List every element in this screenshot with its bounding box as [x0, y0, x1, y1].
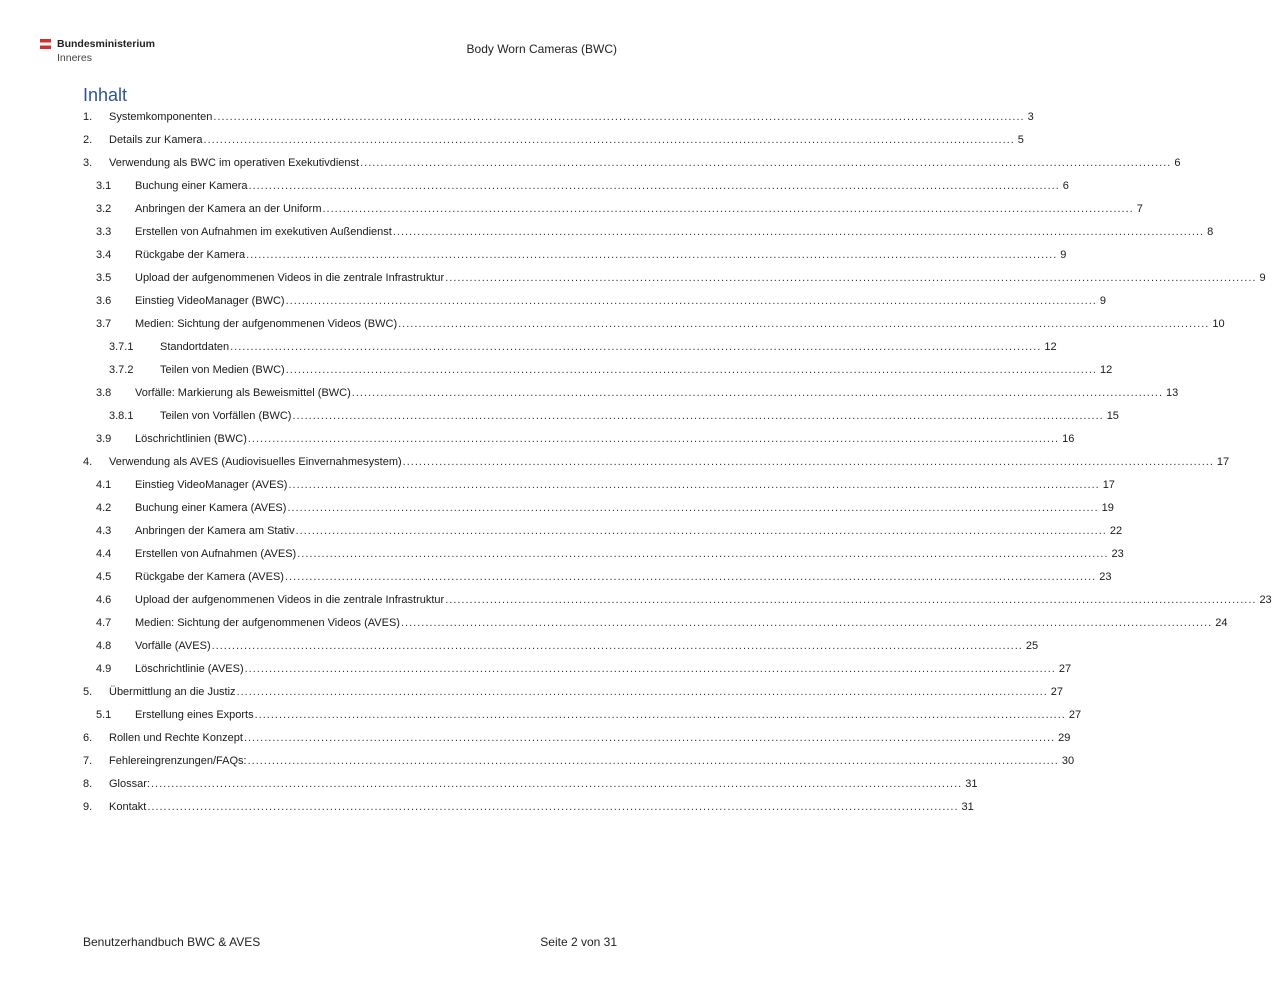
- toc-entry-line: [135, 593, 1272, 606]
- document-header-title: Body Worn Cameras (BWC): [466, 42, 617, 56]
- toc-entry-title: Buchung einer Kamera (AVES): [135, 501, 287, 514]
- toc-entry-line: [109, 800, 974, 813]
- toc-entry-line: [135, 225, 1214, 238]
- toc-entry[interactable]: [0, 427, 1075, 450]
- toc-entry[interactable]: [0, 381, 1179, 404]
- toc-dot-leader: ........................................................................................................................................................................................................: [285, 294, 1097, 307]
- footer-document-name: Benutzerhandbuch BWC & AVES: [83, 935, 261, 949]
- toc-entry-title: Standortdaten: [160, 340, 230, 353]
- toc-entry-title: Buchung einer Kamera: [135, 179, 248, 192]
- toc-entry[interactable]: [0, 220, 1214, 243]
- toc-entry[interactable]: [0, 105, 1034, 128]
- toc-entry-page: 6: [1062, 179, 1069, 192]
- toc-entry-line: [135, 317, 1225, 330]
- toc-dot-leader: ........................................................................................................................................................................................................: [445, 593, 1257, 606]
- toc-entry[interactable]: [0, 634, 1039, 657]
- toc-entry-page: 23: [1111, 547, 1124, 560]
- toc-entry-page: 24: [1215, 616, 1228, 629]
- toc-entry-line: [109, 110, 1034, 123]
- toc-entry-number: 1.: [83, 110, 93, 123]
- toc-entry-page: 23: [1099, 570, 1112, 583]
- toc-entry-title: Verwendung als AVES (Audiovisuelles Einvernahmesystem): [109, 455, 402, 468]
- toc-entry-number: 8.: [83, 777, 93, 790]
- toc-entry-number: 5.: [83, 685, 93, 698]
- logo-ministry-name: Bundesministerium: [57, 38, 156, 50]
- toc-entry-title: Löschrichtlinie (AVES): [135, 662, 244, 675]
- toc-entry-page: 6: [1174, 156, 1181, 169]
- toc-entry-page: 29: [1058, 731, 1071, 744]
- toc-entry[interactable]: [0, 496, 1114, 519]
- toc-entry-number: 4.7: [96, 616, 112, 629]
- toc-entry[interactable]: [0, 749, 1075, 772]
- toc-entry-title: Anbringen der Kamera an der Uniform: [135, 202, 322, 215]
- toc-entry-title: Medien: Sichtung der aufgenommenen Videos (AVES): [135, 616, 400, 629]
- toc-entry[interactable]: [0, 289, 1106, 312]
- toc-entry-number: 3.7.1: [109, 340, 134, 353]
- toc-entry[interactable]: [0, 358, 1113, 381]
- toc-dot-leader: ........................................................................................................................................................................................................: [287, 501, 1099, 514]
- toc-entry-title: Rückgabe der Kamera: [135, 248, 246, 261]
- toc-entry-number: 3.2: [96, 202, 112, 215]
- toc-dot-leader: ........................................................................................................................................................................................................: [402, 455, 1214, 468]
- toc-entry-page: 27: [1068, 708, 1082, 721]
- toc-entry-title: Rollen und Rechte Konzept: [109, 731, 243, 744]
- toc-entry-number: 3.3: [96, 225, 112, 238]
- toc-dot-leader: ........................................................................................................................................................................................................: [445, 271, 1257, 284]
- toc-entry-page: 7: [1136, 202, 1143, 215]
- toc-entry-number: 2.: [83, 133, 93, 146]
- toc-entry-title: Erstellen von Aufnahmen (AVES): [135, 547, 297, 560]
- toc-dot-leader: ........................................................................................................................................................................................................: [322, 202, 1134, 215]
- toc-entry-number: 4.5: [96, 570, 112, 583]
- toc-entry-number: 4.4: [96, 547, 112, 560]
- toc-dot-leader: ........................................................................................................................................................................................................: [254, 708, 1066, 721]
- toc-entry-number: 4.3: [96, 524, 112, 537]
- toc-entry-title: Fehlereingrenzungen/FAQs:: [109, 754, 247, 767]
- toc-entry-number: 3.8: [96, 386, 112, 399]
- toc-entry-line: [135, 294, 1106, 307]
- toc-entry-page: 31: [965, 777, 978, 790]
- toc-dot-leader: ........................................................................................................................................................................................................: [297, 547, 1109, 560]
- toc-entry-line: [135, 570, 1112, 583]
- toc-entry-number: 5.1: [96, 708, 112, 721]
- toc-entry-line: [135, 202, 1143, 215]
- toc-entry-line: [160, 363, 1113, 376]
- toc-entry-page: 12: [1099, 363, 1113, 376]
- toc-entry-title: Einstieg VideoManager (BWC): [135, 294, 285, 307]
- toc-entry[interactable]: [0, 657, 1072, 680]
- toc-entry[interactable]: [0, 312, 1225, 335]
- toc-entry[interactable]: [0, 450, 1230, 473]
- toc-entry[interactable]: [0, 243, 1067, 266]
- toc-entry-line: [109, 455, 1230, 468]
- toc-dot-leader: ........................................................................................................................................................................................................: [400, 616, 1213, 629]
- toc-entry[interactable]: [0, 680, 1064, 703]
- toc-entry-title: Einstieg VideoManager (AVES): [135, 478, 288, 491]
- toc-entry-line: [135, 639, 1039, 652]
- toc-entry-number: 4.8: [96, 639, 112, 652]
- toc-entry[interactable]: [0, 542, 1124, 565]
- toc-entry-page: 27: [1050, 685, 1064, 698]
- toc-dot-leader: ........................................................................................................................................................................................................: [147, 800, 959, 813]
- toc-entry-title: Upload der aufgenommenen Videos in die zentrale Infrastruktur: [135, 271, 445, 284]
- toc-entry-number: 3.: [83, 156, 93, 169]
- toc-entry-number: 7.: [83, 754, 93, 767]
- toc-entry-line: [135, 616, 1228, 629]
- toc-dot-leader: ........................................................................................................................................................................................................: [398, 317, 1210, 330]
- toc-entry-page: 3: [1027, 110, 1034, 123]
- toc-entry-number: 3.8.1: [109, 409, 134, 422]
- toc-entry-page: 8: [1207, 225, 1214, 238]
- toc-entry[interactable]: [0, 335, 1057, 358]
- toc-entry-line: [135, 271, 1266, 284]
- toc-entry-page: 9: [1259, 271, 1266, 284]
- toc-dot-leader: ........................................................................................................................................................................................................: [211, 639, 1023, 652]
- toc-entry-number: 4.1: [96, 478, 112, 491]
- toc-entry-line: [109, 685, 1064, 698]
- toc-dot-leader: ........................................................................................................................................................................................................: [292, 409, 1104, 422]
- toc-entry-title: Medien: Sichtung der aufgenommenen Videos (BWC): [135, 317, 398, 330]
- toc-entry-line: [135, 524, 1123, 537]
- toc-entry[interactable]: [0, 151, 1181, 174]
- toc-dot-leader: ........................................................................................................................................................................................................: [392, 225, 1205, 238]
- toc-entry-title: Teilen von Vorfällen (BWC): [160, 409, 292, 422]
- toc-entry-page: 22: [1109, 524, 1123, 537]
- toc-entry-title: Vorfälle: Markierung als Beweismittel (BWC): [135, 386, 351, 399]
- toc-entry[interactable]: [0, 128, 1024, 151]
- toc-entry[interactable]: [0, 588, 1272, 611]
- toc-dot-leader: ........................................................................................................................................................................................................: [203, 133, 1015, 146]
- toc-entry-page: 5: [1017, 133, 1024, 146]
- toc-entry-number: 3.6: [96, 294, 112, 307]
- toc-entry-page: 10: [1212, 317, 1225, 330]
- toc-entry-line: [135, 662, 1072, 675]
- toc-entry-title: Übermittlung an die Justiz: [109, 685, 236, 698]
- toc-dot-leader: ........................................................................................................................................................................................................: [288, 478, 1100, 491]
- toc-entry-number: 3.7.2: [109, 363, 134, 376]
- toc-entry-line: [109, 754, 1075, 767]
- toc-dot-leader: ........................................................................................................................................................................................................: [213, 110, 1025, 123]
- toc-entry-title: Upload der aufgenommenen Videos in die zentrale Infrastruktur: [135, 593, 445, 606]
- toc-entry-title: Systemkomponenten: [109, 110, 213, 123]
- toc-entry-page: 23: [1259, 593, 1272, 606]
- toc-entry-number: 4.: [83, 455, 93, 468]
- footer-page-number: Seite 2 von 31: [540, 935, 617, 949]
- toc-heading: Inhalt: [83, 85, 128, 105]
- toc-entry-line: [109, 133, 1024, 146]
- toc-entry-title: Teilen von Medien (BWC): [160, 363, 285, 376]
- toc-entry-title: Erstellen von Aufnahmen im exekutiven Außendienst: [135, 225, 392, 238]
- toc-entry-page: 9: [1099, 294, 1106, 307]
- toc-entry-line: [160, 340, 1057, 353]
- toc-dot-leader: ........................................................................................................................................................................................................: [246, 248, 1058, 261]
- toc-entry-number: 9.: [83, 800, 93, 813]
- toc-entry-page: 9: [1060, 248, 1067, 261]
- toc-entry-number: 4.6: [96, 593, 112, 606]
- toc-entry-line: [135, 432, 1075, 445]
- toc-entry-title: Löschrichtlinien (BWC): [135, 432, 247, 445]
- toc-dot-leader: ........................................................................................................................................................................................................: [351, 386, 1164, 399]
- toc-entry-page: 30: [1061, 754, 1075, 767]
- toc-entry-title: Verwendung als BWC im operativen Exekutivdienst: [109, 156, 360, 169]
- toc-entry[interactable]: [0, 197, 1143, 220]
- toc-entry[interactable]: [0, 266, 1266, 289]
- toc-entry-line: [109, 777, 978, 790]
- toc-entry-page: 27: [1058, 662, 1072, 675]
- toc-entry-page: 19: [1101, 501, 1114, 514]
- toc-entry-number: 4.9: [96, 662, 112, 675]
- toc-entry-line: [135, 179, 1069, 192]
- toc-entry-line: [135, 478, 1115, 491]
- toc-entry[interactable]: [0, 404, 1119, 427]
- toc-entry-number: 3.1: [96, 179, 112, 192]
- toc-entry-line: [160, 409, 1119, 422]
- toc-entry-page: 12: [1044, 340, 1057, 353]
- toc-entry-number: 3.5: [96, 271, 112, 284]
- toc-entry-line: [135, 248, 1067, 261]
- toc-entry-number: 3.7: [96, 317, 112, 330]
- toc-entry[interactable]: [0, 726, 1071, 749]
- toc-dot-leader: ........................................................................................................................................................................................................: [360, 156, 1172, 169]
- toc-entry-line: [109, 156, 1181, 169]
- toc-dot-leader: ........................................................................................................................................................................................................: [285, 363, 1097, 376]
- toc-dot-leader: ........................................................................................................................................................................................................: [248, 179, 1060, 192]
- toc-entry-number: 3.9: [96, 432, 112, 445]
- toc-entry[interactable]: [0, 772, 978, 795]
- toc-dot-leader: ........................................................................................................................................................................................................: [230, 340, 1042, 353]
- toc-entry[interactable]: [0, 565, 1112, 588]
- toc-dot-leader: ........................................................................................................................................................................................................: [150, 777, 963, 790]
- toc-entry-page: 17: [1216, 455, 1230, 468]
- toc-entry-page: 15: [1106, 409, 1119, 422]
- toc-entry-line: [135, 547, 1124, 560]
- toc-entry-line: [135, 386, 1179, 399]
- toc-dot-leader: ........................................................................................................................................................................................................: [295, 524, 1107, 537]
- toc-dot-leader: ........................................................................................................................................................................................................: [243, 731, 1056, 744]
- toc-entry-line: [135, 708, 1082, 721]
- toc-entry[interactable]: [0, 174, 1069, 197]
- toc-entry-title: Anbringen der Kamera am Stativ: [135, 524, 295, 537]
- toc-entry-number: 3.4: [96, 248, 112, 261]
- toc-entry[interactable]: [0, 519, 1123, 542]
- toc-entry-title: Vorfälle (AVES): [135, 639, 211, 652]
- toc-entry-page: 13: [1166, 386, 1179, 399]
- toc-entry-page: 25: [1025, 639, 1039, 652]
- toc-entry-number: 4.2: [96, 501, 112, 514]
- toc-entry-page: 17: [1102, 478, 1115, 491]
- toc-entry-title: Kontakt: [109, 800, 147, 813]
- toc-dot-leader: ........................................................................................................................................................................................................: [284, 570, 1097, 583]
- toc-dot-leader: ........................................................................................................................................................................................................: [247, 754, 1059, 767]
- toc-dot-leader: ........................................................................................................................................................................................................: [244, 662, 1056, 675]
- toc-entry-number: 6.: [83, 731, 93, 744]
- toc-entry[interactable]: [0, 703, 1082, 726]
- toc-entry-line: [135, 501, 1114, 514]
- toc-entry[interactable]: [0, 611, 1228, 634]
- toc-entry-title: Rückgabe der Kamera (AVES): [135, 570, 284, 583]
- toc-entry[interactable]: [0, 473, 1115, 496]
- toc-entry-title: Details zur Kamera: [109, 133, 203, 146]
- toc-entry-title: Glossar:: [109, 777, 150, 790]
- toc-entry-title: Erstellung eines Exports: [135, 708, 254, 721]
- toc-entry-line: [109, 731, 1071, 744]
- toc-entry-page: 16: [1062, 432, 1075, 445]
- logo-ministry-department: Inneres: [57, 52, 93, 64]
- toc-dot-leader: ........................................................................................................................................................................................................: [247, 432, 1060, 445]
- table-of-contents: [0, 105, 1272, 818]
- austrian-flag-icon: [40, 39, 51, 49]
- toc-entry-page: 31: [961, 800, 974, 813]
- toc-dot-leader: ........................................................................................................................................................................................................: [236, 685, 1048, 698]
- toc-entry[interactable]: [0, 795, 974, 818]
